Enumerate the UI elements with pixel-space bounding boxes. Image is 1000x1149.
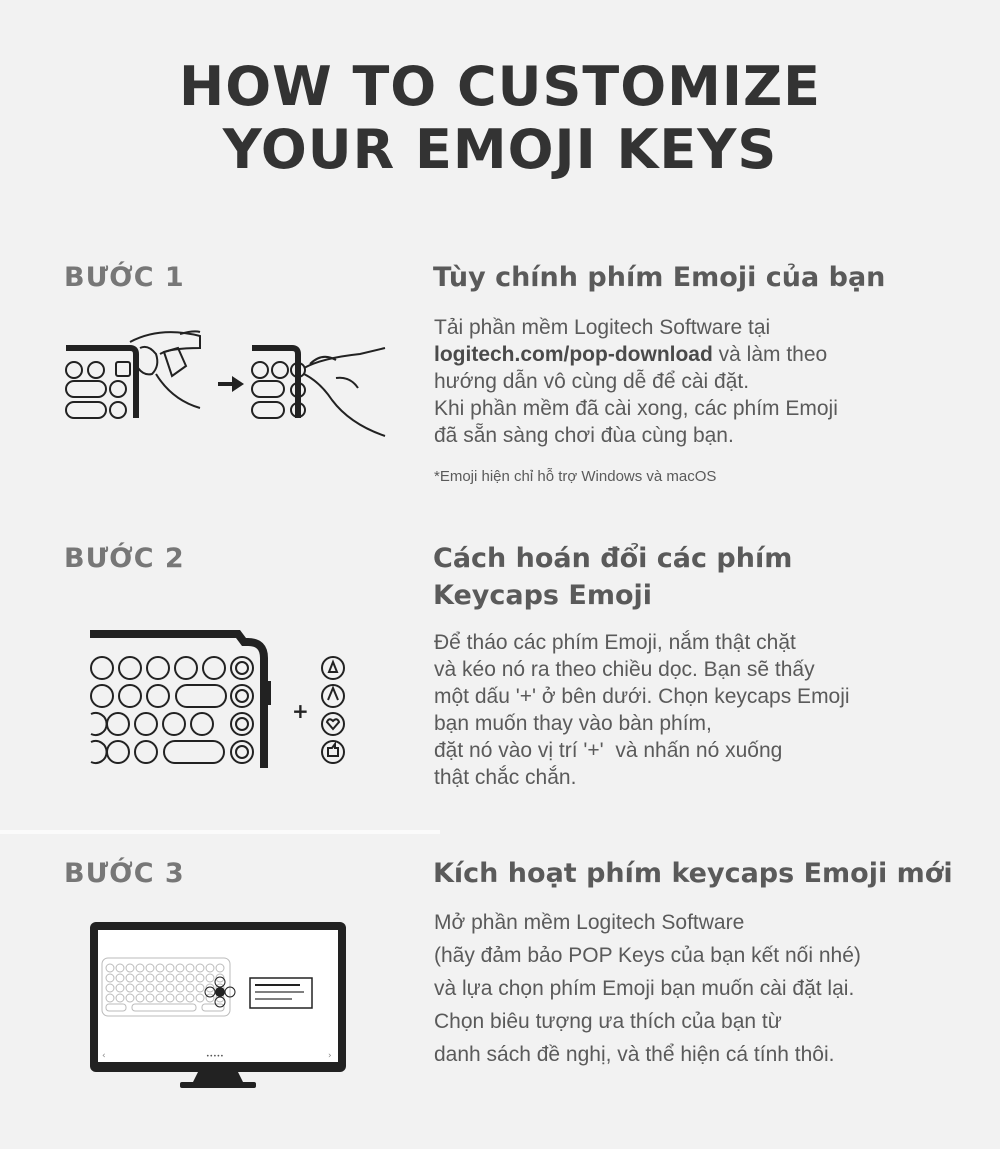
step-2-line-5: đặt nó vào vị trí '+' và nhấn nó xuống	[434, 739, 783, 762]
step-2-line-2: và kéo nó ra theo chiều dọc. Bạn sẽ thấy	[434, 658, 815, 681]
step-1-line-3: hướng dẫn vô cùng dễ để cài đặt.	[434, 370, 750, 393]
step-3-body	[434, 906, 861, 1071]
step-2-illustration	[88, 630, 358, 770]
step-3-line-4: Chọn biêu tượng ưa thích của bạn từ	[434, 1010, 782, 1033]
plus-sign: +	[292, 699, 309, 723]
step-1-line-2-rest: và làm theo	[712, 343, 828, 366]
os-support-note: *Emoji hiện chỉ hỗ trợ Windows và macOS	[434, 468, 717, 485]
step-1-line-5: đã sẵn sàng chơi đùa cùng bạn.	[434, 424, 734, 447]
step-2-line-3: một dấu '+' ở bên dưới. Chọn keycaps Emoji	[434, 685, 850, 708]
step-3-line-1: Mở phần mềm Logitech Software	[434, 911, 745, 934]
step-3-line-3: và lựa chọn phím Emoji bạn muốn cài đặt lại.	[434, 977, 855, 1000]
step-1-body	[434, 314, 838, 449]
step-2-title-line-1: Cách hoán đổi các phím	[433, 543, 793, 574]
page-title-line-1: HOW TO CUSTOMIZE	[179, 55, 821, 118]
step-1-label: BƯỚC 1	[64, 262, 185, 293]
step-2-label: BƯỚC 2	[64, 543, 185, 574]
step-1-title-line: Tùy chính phím Emoji của bạn	[433, 262, 886, 293]
monitor-nav-left: ‹	[102, 1051, 106, 1061]
monitor-nav-right: ›	[328, 1051, 332, 1061]
step-2-line-4: bạn muốn thay vào bàn phím,	[434, 712, 712, 735]
step-2-body	[434, 629, 850, 791]
step-2-title	[433, 540, 792, 614]
step-3-label: BƯỚC 3	[64, 858, 185, 889]
step-2-line-1: Để tháo các phím Emoji, nắm thật chặt	[434, 631, 796, 654]
step-3-title	[433, 855, 953, 892]
step-1-line-1: Tải phần mềm Logitech Software tại	[434, 316, 771, 339]
monitor-page-dots: •••••	[206, 1053, 224, 1060]
step-1-illustration	[60, 318, 400, 448]
step-1-title	[433, 259, 885, 296]
download-link[interactable]: logitech.com/pop-download	[434, 343, 713, 366]
step-3-line-2: (hãy đảm bảo POP Keys của bạn kết nối nhé)	[434, 944, 861, 967]
section-divider	[0, 830, 440, 834]
step-3-title-line: Kích hoạt phím keycaps Emoji mới	[433, 858, 953, 889]
step-2-title-line-2: Keycaps Emoji	[433, 580, 653, 611]
page-title	[0, 55, 1000, 181]
step-2-line-6: thật chắc chắn.	[434, 766, 577, 789]
page-title-line-2: YOUR EMOJI KEYS	[222, 118, 778, 181]
step-1-line-4: Khi phần mềm đã cài xong, các phím Emoji	[434, 397, 838, 420]
step-3-line-5: danh sách đề nghị, và thể hiện cá tính thôi.	[434, 1043, 835, 1066]
monitor-illustration	[88, 920, 350, 1092]
